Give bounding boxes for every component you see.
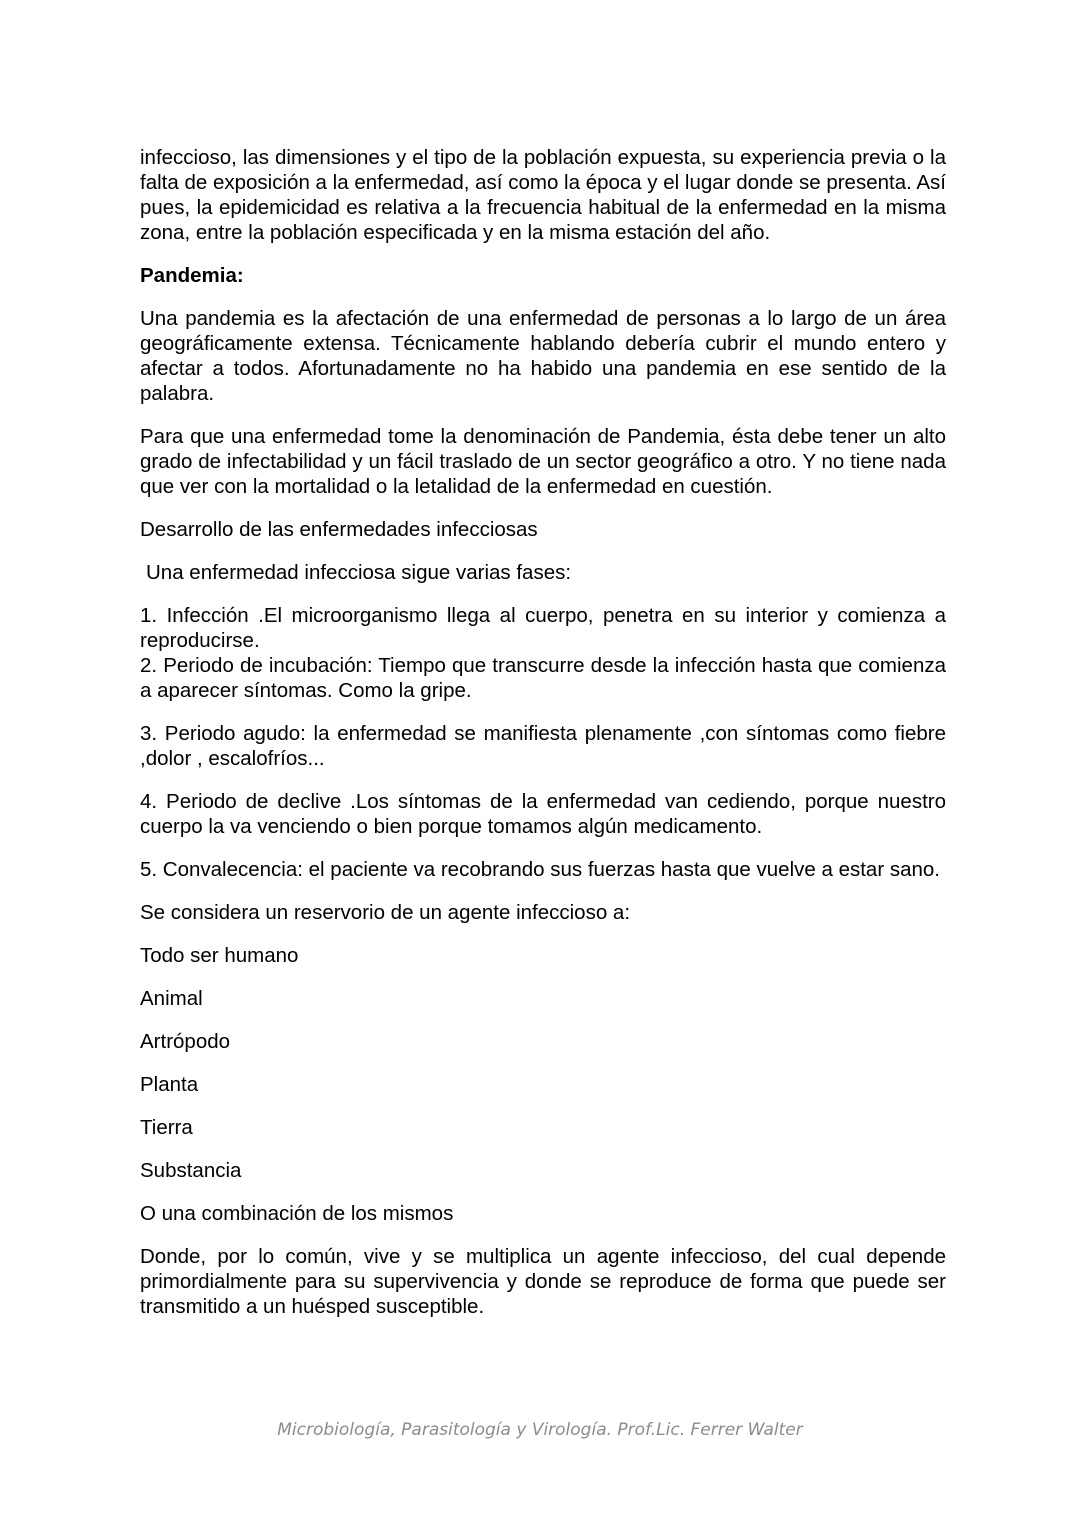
- heading-pandemia: Pandemia:: [140, 264, 244, 287]
- paragraph-pandemia-conditions: Para que una enfermedad tome la denominación de Pandemia, ésta debe tener un alto grado de infectabilidad y un fácil traslado de un sector geográfico a otro. Y no tiene nada que ver con la mortalidad o la letalidad de la enfermedad en cuestión.: [140, 425, 946, 498]
- paragraph-epidemicidad: infeccioso, las dimensiones y el tipo de la población expuesta, su experiencia previa o la falta de exposición a la enfermedad, así como la época y el lugar donde se presenta. Así pues, la epidemicidad es relativa a la frecuencia habitual de la enfermedad en la misma zona, entre la población especificada y en la misma estación del año.: [140, 146, 946, 244]
- list-item-phase-5: 5. Convalecencia: el paciente va recobrando sus fuerzas hasta que vuelve a estar sano.: [140, 858, 940, 881]
- list-item-reservoir-substance: Substancia: [140, 1159, 242, 1182]
- list-item-phase-1: 1. Infección .El microorganismo llega al cuerpo, penetra en su interior y comienza a reproducirse.: [140, 604, 946, 652]
- paragraph-reservorio-intro: Se considera un reservorio de un agente infeccioso a:: [140, 901, 631, 924]
- page-footer: Microbiología, Parasitología y Virología. Prof.Lic. Ferrer Walter: [277, 1420, 803, 1440]
- list-item-reservoir-soil: Tierra: [140, 1116, 193, 1139]
- list-item-reservoir-animal: Animal: [140, 987, 203, 1010]
- list-item-reservoir-arthropod: Artrópodo: [140, 1030, 231, 1053]
- document-body: [140, 145, 946, 1319]
- list-item-phase-3: 3. Periodo agudo: la enfermedad se manifiesta plenamente ,con síntomas como fiebre ,dolor , escalofríos...: [140, 722, 946, 770]
- list-item-reservoir-plant: Planta: [140, 1073, 199, 1096]
- list-item-reservoir-human: Todo ser humano: [140, 944, 299, 967]
- list-item-reservoir-combination: O una combinación de los mismos: [140, 1202, 454, 1225]
- paragraph-fases-intro: Una enfermedad infecciosa sigue varias fases:: [146, 561, 572, 584]
- list-item-phase-4: 4. Periodo de declive .Los síntomas de la enfermedad van cediendo, porque nuestro cuerpo la va venciendo o bien porque tomamos algún medicamento.: [140, 790, 946, 838]
- list-item-phase-2: 2. Periodo de incubación: Tiempo que transcurre desde la infección hasta que comienza a aparecer síntomas. Como la gripe.: [140, 654, 946, 702]
- paragraph-reservorio-definition: Donde, por lo común, vive y se multiplica un agente infeccioso, del cual depende primordialmente para su supervivencia y donde se reproduce de forma que puede ser transmitido a un huésped susceptible.: [140, 1245, 946, 1318]
- paragraph-pandemia-definition: Una pandemia es la afectación de una enfermedad de personas a lo largo de un área geográficamente extensa. Técnicamente hablando debería cubrir el mundo entero y afectar a todos. Afortunadamente no ha habido una pandemia en ese sentido de la palabra.: [140, 307, 946, 405]
- paragraph-desarrollo-title: Desarrollo de las enfermedades infecciosas: [140, 518, 538, 541]
